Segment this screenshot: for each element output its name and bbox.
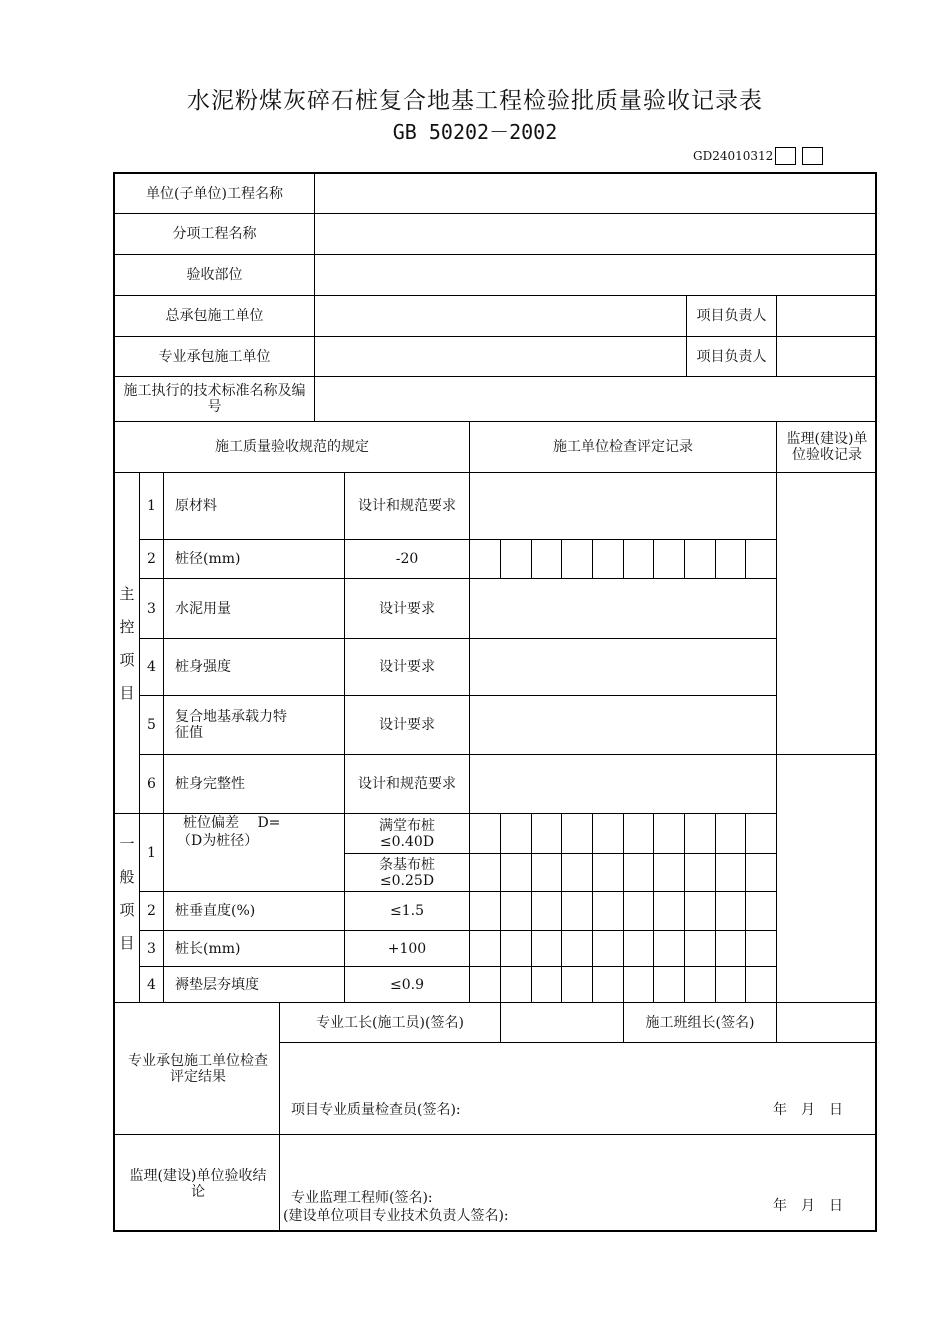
sub-project-name-field[interactable] bbox=[315, 214, 876, 254]
form-code: GD24010312 bbox=[693, 149, 774, 163]
project-manager-label-1: 项目负责人 bbox=[696, 308, 767, 324]
general-item-req-cushion: ≤0.9 bbox=[390, 976, 424, 993]
general-items-group-label bbox=[115, 824, 139, 964]
acceptance-part-field[interactable] bbox=[315, 255, 876, 295]
strip-layout-label: 条基布桩 bbox=[379, 856, 435, 873]
form-code-box-1[interactable] bbox=[775, 147, 796, 165]
date-field-2[interactable]: 年 月 日 bbox=[773, 1198, 843, 1214]
foreman-signature-field[interactable] bbox=[501, 1003, 623, 1042]
contractor-record-header: 施工单位检查评定记录 bbox=[553, 439, 693, 455]
pile-offset-name: 桩位偏差 D= bbox=[183, 815, 281, 831]
main-items-char-4: 目 bbox=[119, 684, 135, 702]
pile-offset-full-layout bbox=[345, 814, 469, 853]
general-item-pile-offset bbox=[177, 814, 342, 891]
general-items-char-3: 项 bbox=[119, 901, 135, 919]
main-items-char-2: 控 bbox=[119, 618, 135, 636]
general-item-no: 3 bbox=[147, 940, 156, 957]
project-name-label: 单位(子单位)工程名称 bbox=[146, 185, 283, 202]
full-layout-label: 满堂布桩 bbox=[379, 817, 435, 834]
project-manager-label-2: 项目负责人 bbox=[696, 348, 767, 365]
general-item-req-verticality: ≤1.5 bbox=[390, 903, 424, 919]
main-item-name-cement: 水泥用量 bbox=[175, 600, 231, 617]
specialty-contractor-field[interactable] bbox=[315, 337, 686, 376]
general-items-char-4: 目 bbox=[119, 934, 135, 952]
spec-column-header: 施工质量验收规范的规定 bbox=[215, 439, 369, 455]
team-leader-label: 施工班组长(签名) bbox=[645, 1014, 755, 1031]
main-item-req-bearing-capacity: 设计要求 bbox=[379, 717, 435, 733]
technical-standard-field[interactable] bbox=[315, 377, 876, 421]
general-items-char-1: 一 bbox=[119, 835, 135, 853]
foreman-label: 专业工长(施工员)(签名) bbox=[316, 1014, 464, 1031]
main-item-name-bearing-capacity: 复合地基承载力特征值 bbox=[175, 709, 287, 741]
main-item-no: 4 bbox=[147, 659, 156, 675]
main-item-req-pile-diameter: -20 bbox=[395, 551, 419, 567]
main-item-no: 1 bbox=[147, 498, 156, 514]
main-item-name-raw-material: 原材料 bbox=[175, 498, 217, 514]
main-item-no: 5 bbox=[147, 717, 156, 733]
sub-project-name-label: 分项工程名称 bbox=[172, 226, 257, 242]
general-item-no: 4 bbox=[147, 976, 156, 993]
main-item-name-pile-integrity: 桩身完整性 bbox=[175, 776, 245, 792]
full-layout-value: ≤0.40D bbox=[379, 833, 435, 850]
form-code-box-2[interactable] bbox=[802, 147, 823, 165]
general-items-char-2: 般 bbox=[119, 868, 135, 886]
main-item-no: 2 bbox=[147, 551, 156, 567]
general-item-name-pile-length: 桩长(mm) bbox=[175, 940, 241, 957]
contractor-result-label: 专业承包施工单位检查评定结果 bbox=[128, 1052, 268, 1085]
specialty-contractor-label: 专业承包施工单位 bbox=[158, 348, 271, 365]
general-item-name-cushion: 褥垫层夯填度 bbox=[175, 976, 259, 993]
general-contractor-field[interactable] bbox=[315, 296, 686, 336]
main-item-req-raw-material: 设计和规范要求 bbox=[358, 498, 456, 514]
pile-offset-note: （D为桩径） bbox=[177, 833, 259, 849]
general-item-no: 1 bbox=[147, 844, 156, 861]
owner-tech-lead-label: (建设单位项目专业技术负责人签名): bbox=[283, 1208, 509, 1224]
form-title: 水泥粉煤灰碎石桩复合地基工程检验批质量验收记录表 bbox=[187, 88, 763, 114]
pile-offset-strip-layout bbox=[345, 854, 469, 891]
supervising-engineer-label: 专业监理工程师(签名): bbox=[291, 1190, 433, 1206]
quality-inspector-label: 项目专业质量检查员(签名): bbox=[291, 1102, 461, 1118]
main-item-name-pile-diameter: 桩径(mm) bbox=[175, 551, 241, 567]
main-items-char-1: 主 bbox=[119, 585, 135, 603]
general-item-name-verticality: 桩垂直度(%) bbox=[175, 903, 256, 919]
main-item-req-pile-strength: 设计要求 bbox=[379, 659, 435, 675]
main-item-req-pile-integrity: 设计和规范要求 bbox=[358, 776, 456, 792]
main-item-no: 6 bbox=[147, 776, 156, 792]
strip-layout-value: ≤0.25D bbox=[379, 872, 435, 889]
standard-code: GB 50202－2002 bbox=[392, 120, 558, 144]
supervisor-conclusion-label: 监理(建设)单位验收结论 bbox=[129, 1167, 267, 1200]
date-field-1[interactable]: 年 月 日 bbox=[773, 1102, 843, 1118]
supervisor-header: 监理(建设)单位验收记录 bbox=[786, 431, 868, 463]
acceptance-part-label: 验收部位 bbox=[186, 267, 243, 283]
team-leader-signature-field[interactable] bbox=[777, 1003, 876, 1042]
general-item-req-pile-length: +100 bbox=[387, 940, 427, 957]
project-name-field[interactable] bbox=[315, 174, 876, 213]
main-item-req-cement: 设计要求 bbox=[379, 600, 435, 617]
technical-standard-label: 施工执行的技术标准名称及编号 bbox=[123, 383, 306, 415]
project-manager-field-1[interactable] bbox=[777, 296, 876, 336]
main-items-group-label bbox=[115, 574, 139, 714]
general-contractor-label: 总承包施工单位 bbox=[165, 308, 264, 324]
main-item-no: 3 bbox=[147, 600, 156, 617]
project-manager-field-2[interactable] bbox=[777, 337, 876, 376]
main-item-name-pile-strength: 桩身强度 bbox=[175, 659, 231, 675]
main-items-char-3: 项 bbox=[119, 651, 135, 669]
inspection-form-table bbox=[113, 172, 877, 1232]
general-item-no: 2 bbox=[147, 903, 156, 919]
